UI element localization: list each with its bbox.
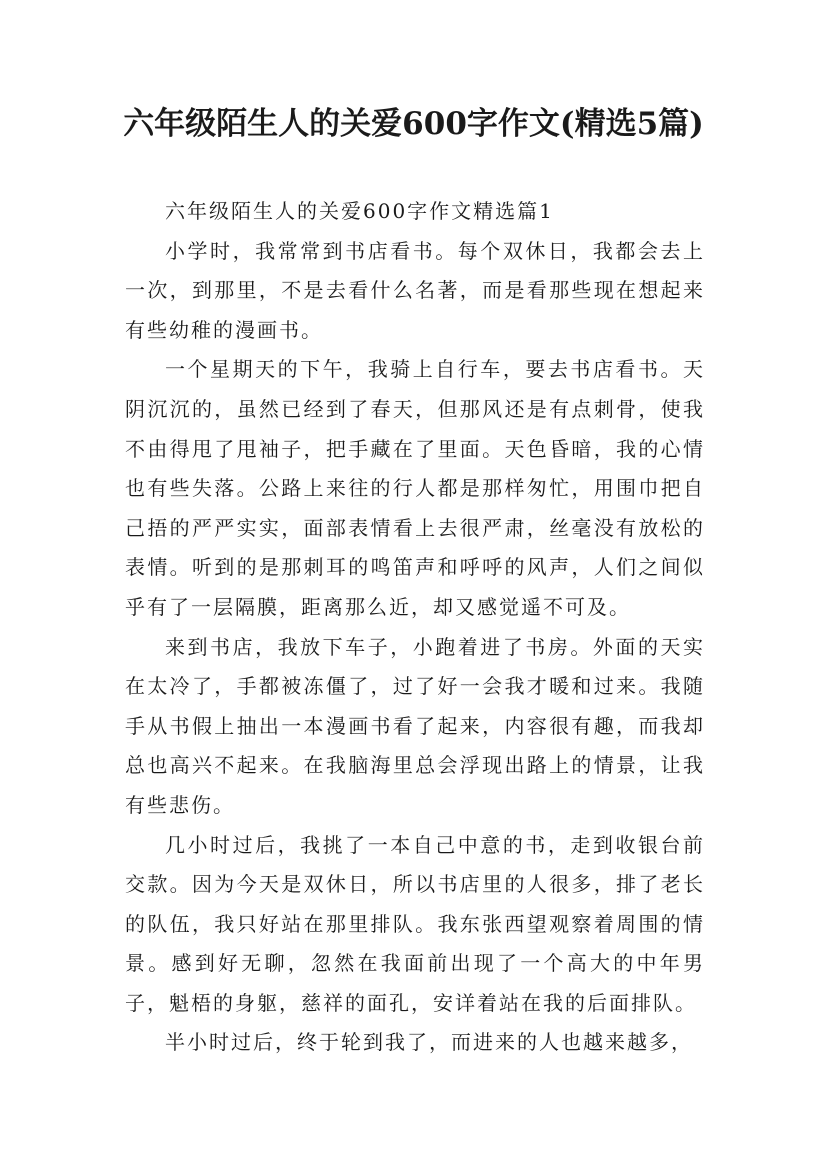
paragraph-3: 来到书店，我放下车子，小跑着进了书房。外面的天实在太冷了，手都被冻僵了，过了好一会我才暖和过来。我随手从书假上抽出一本漫画书看了起来，内容很有趣，而我却总也高兴不起来。在我脑海里总会浮现出路上的情景，让我有些悲伤。 bbox=[125, 634, 705, 817]
paragraph-2: 一个星期天的下午，我骑上自行车，要去书店看书。天阴沉沉的，虽然已经到了春天，但那风还是有点刺骨，使我不由得甩了甩袖子，把手藏在了里面。天色昏暗，我的心情也有些失落。公路上来往的行人都是那样匆忙，用围巾把自己捂的严严实实，面部表情看上去很严肃，丝毫没有放松的表情。听到的是那刺耳的鸣笛声和呼呼的风声，人们之间似乎有了一层隔膜，距离那么近，却又感觉遥不可及。 bbox=[125, 357, 705, 619]
paragraph-4: 几小时过后，我挑了一本自己中意的书，走到收银台前交款。因为今天是双休日，所以书店里的人很多，排了老长的队伍，我只好站在那里排队。我东张西望观察着周围的情景。感到好无聊，忽然在我面前出现了一个高大的中年男子，魁梧的身躯，慈祥的面孔，安详着站在我的后面排队。 bbox=[125, 832, 705, 1015]
section-heading: 六年级陌生人的关爱600字作文精选篇1 bbox=[165, 199, 554, 223]
paragraph-1: 小学时，我常常到书店看书。每个双休日，我都会去上一次，到那里，不是去看什么名著，而是看那些现在想起来有些幼稚的漫画书。 bbox=[125, 238, 705, 342]
document-body bbox=[125, 192, 705, 1063]
paragraph-5: 半小时过后，终于轮到我了，而进来的人也越来越多， bbox=[165, 1030, 693, 1055]
document-title: 六年级陌生人的关爱600字作文(精选5篇) bbox=[123, 106, 704, 142]
